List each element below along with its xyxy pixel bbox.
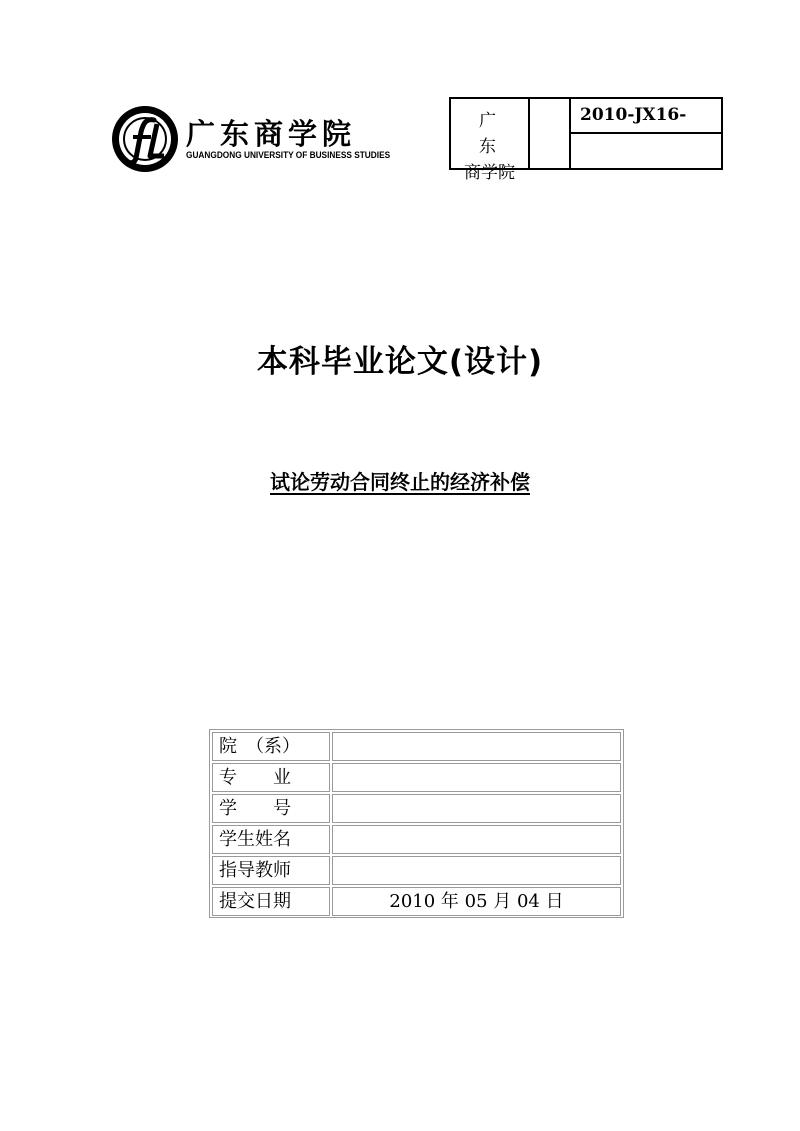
value-department — [332, 732, 621, 761]
logo-name-en: GUANGDONG UNIVERSITY OF BUSINESS STUDIES — [186, 150, 391, 160]
thesis-title-text: 试论劳动合同终止的经济补偿 — [270, 470, 530, 494]
label-advisor: 指导教师 — [212, 856, 330, 885]
school-name-line1: 广东 — [479, 111, 514, 157]
university-logo — [110, 104, 400, 174]
label-student-name: 学生姓名 — [212, 825, 330, 854]
info-row-advisor — [212, 856, 621, 885]
school-name-line2: 商学院 — [464, 163, 515, 183]
info-row-submit-date — [212, 887, 621, 916]
document-code-box — [449, 97, 723, 183]
thesis-title — [0, 466, 800, 495]
info-row-student-id — [212, 794, 621, 823]
value-submit-date: 2010 年 05 月 04 日 — [332, 887, 621, 916]
info-row-student-name — [212, 825, 621, 854]
label-submit-date: 提交日期 — [212, 887, 330, 916]
school-name-cell — [451, 99, 530, 183]
info-row-major — [212, 763, 621, 792]
label-major: 专 业 — [212, 763, 330, 792]
value-student-name — [332, 825, 621, 854]
value-student-id — [332, 794, 621, 823]
value-advisor — [332, 856, 621, 885]
blank-cell — [530, 99, 571, 168]
label-student-id: 学 号 — [212, 794, 330, 823]
document-type-title: 本科毕业论文(设计) — [256, 344, 544, 380]
value-major — [332, 763, 621, 792]
document-code-line2 — [571, 134, 721, 168]
university-emblem-icon — [110, 104, 182, 176]
info-row-department — [212, 732, 621, 761]
logo-name-cn: 广东商学院 — [186, 117, 357, 151]
label-department: 院 （系） — [212, 732, 330, 761]
document-code: 2010-JX16- — [571, 99, 721, 134]
student-info-table — [209, 729, 624, 918]
